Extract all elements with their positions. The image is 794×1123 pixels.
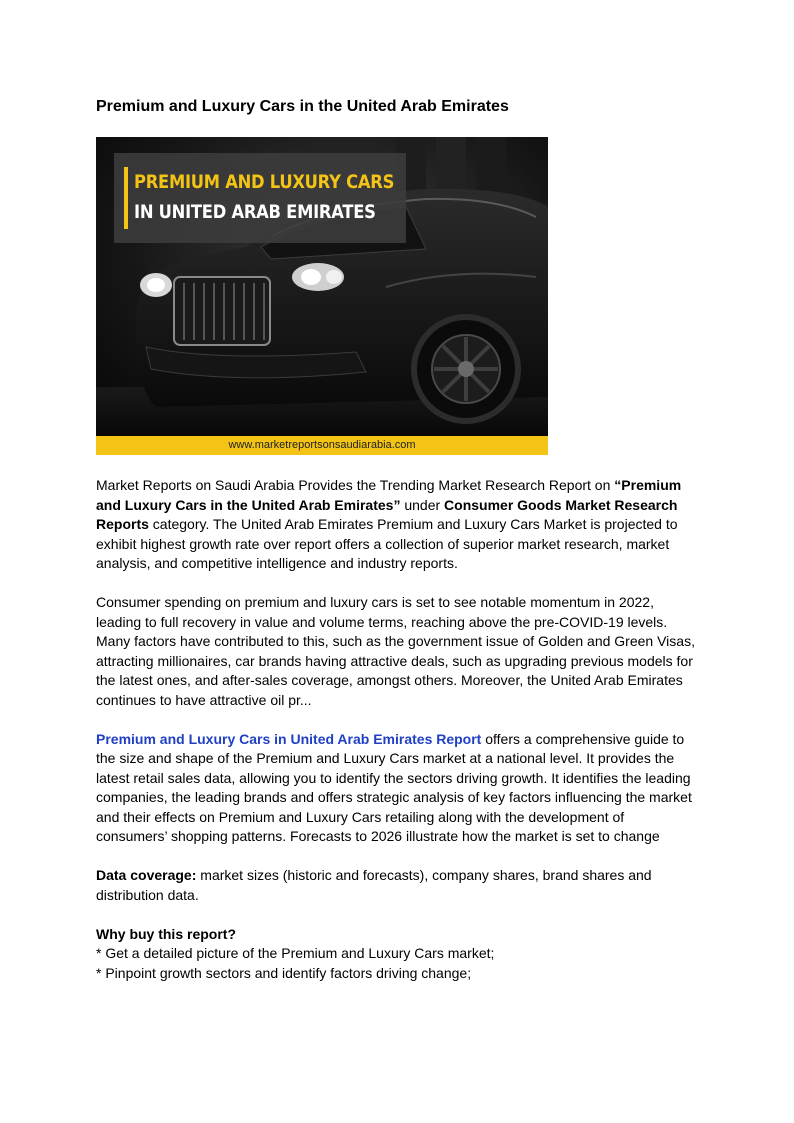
page-title: Premium and Luxury Cars in the United Arab Emirates <box>96 98 509 115</box>
data-coverage-paragraph <box>96 866 696 905</box>
banner-website: www.marketreportsonsaudiarabia.com <box>96 436 548 455</box>
intro-text: Market Reports on Saudi Arabia Provides the Trending Market Research Report on <box>96 477 615 493</box>
data-coverage-text: market sizes (historic and forecasts), company shares, brand shares and distribution data. <box>96 867 652 903</box>
list-item: * Pinpoint growth sectors and identify factors driving change; <box>96 964 472 981</box>
report-description-text: offers a comprehensive guide to the size and shape of the Premium and Luxury Cars market at a national level. It provides the latest retail sales data, allowing you to identify the sectors driving growth. It identifies the leading companies, the leading brands and offers strategic analysis of key factors influencing the market and their effects on Premium and Luxury Cars retailing along with the development of consumers’ shopping patterns. Forecasts to 2026 illustrate how the market is set to change <box>96 730 692 844</box>
report-description-paragraph <box>96 730 696 847</box>
why-buy-section <box>96 925 696 984</box>
intro-paragraph <box>96 476 696 574</box>
banner-title-line-2: IN UNITED ARAB EMIRATES <box>134 201 376 223</box>
banner-accent-bar <box>124 167 128 229</box>
report-link[interactable]: Premium and Luxury Cars in United Arab Emirates Report <box>96 730 482 747</box>
document-page <box>96 96 696 983</box>
market-summary-paragraph: Consumer spending on premium and luxury cars is set to see notable momentum in 2022, leading to full recovery in value and volume terms, reaching above the pre-COVID-19 levels. Many factors have contributed to this, such as the government issue of Golden and Green Visas, attracting millionaires, car brands having attractive deals, such as upgrading previous models for the latest ones, and after-sales coverage, amongst others. Moreover, the United Arab Emirates continues to have attractive oil pr... <box>96 594 695 708</box>
under-text: under <box>400 496 445 513</box>
report-title-quote: “Premium and Luxury Cars in the United Arab Emirates” <box>96 477 682 513</box>
list-item: * Get a detailed picture of the Premium and Luxury Cars market; <box>96 945 495 961</box>
intro-rest-text: category. The United Arab Emirates Premium and Luxury Cars Market is projected to exhibit highest growth rate over report offers a collection of superior market research, market analysis, and competitive intelligence and industry reports. <box>96 516 678 571</box>
report-category: Consumer Goods Market Research Reports <box>96 496 678 532</box>
banner-image <box>96 137 548 455</box>
banner-title-box <box>114 153 406 243</box>
data-coverage-label: Data coverage: <box>96 867 197 883</box>
banner-title-line-1: PREMIUM AND LUXURY CARS <box>134 171 395 193</box>
why-buy-heading: Why buy this report? <box>96 925 236 942</box>
